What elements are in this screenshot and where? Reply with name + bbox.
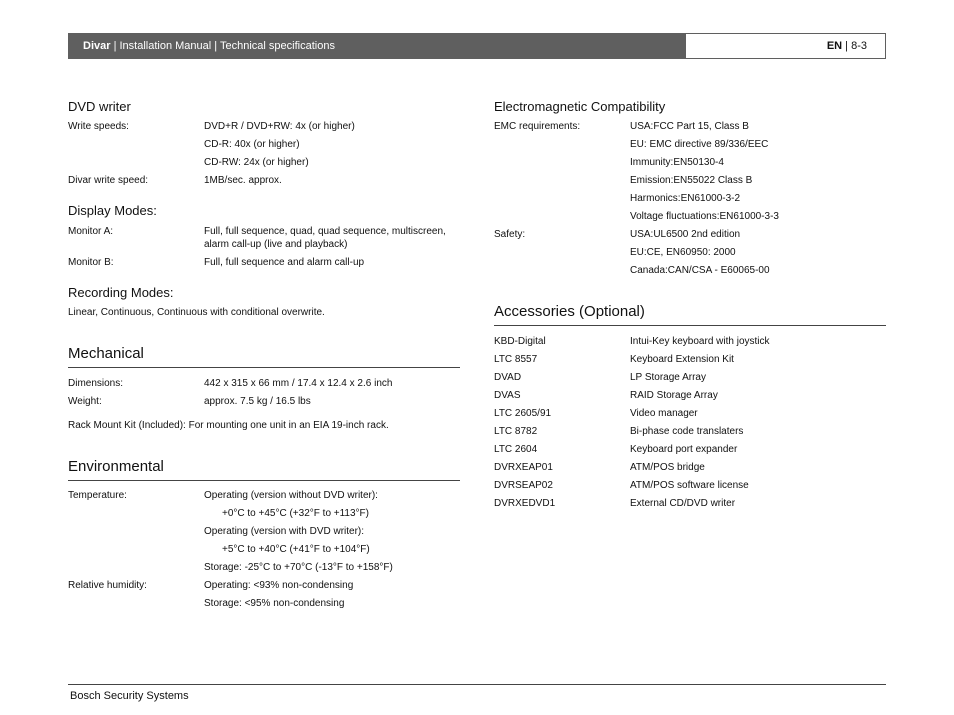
spec-label: Monitor A: (68, 226, 114, 237)
footer-company: Bosch Security Systems (70, 690, 189, 702)
accessory-part-number: LTC 8782 (494, 426, 538, 437)
spec-value: Operating (version without DVD writer): (204, 490, 378, 501)
language-code: EN (826, 40, 843, 52)
spec-value: Storage: <95% non-condensing (204, 598, 345, 609)
spec-label: Safety: (494, 229, 526, 240)
accessories-heading: Accessories (Optional) (494, 303, 645, 320)
spec-value: Full, full sequence and alarm call-up (204, 257, 365, 268)
emc-heading: Electromagnetic Compatibility (494, 99, 666, 114)
accessory-part-number: DVRXEAP01 (494, 462, 553, 473)
spec-label: Weight: (68, 396, 102, 407)
accessory-part-number: DVAD (494, 372, 522, 383)
environmental-heading: Environmental (68, 458, 164, 475)
accessory-description: Bi-phase code translaters (630, 426, 744, 437)
spec-value: EU: EMC directive 89/336/EEC (630, 139, 769, 150)
spec-value: Voltage fluctuations:EN61000-3-3 (630, 211, 779, 222)
spec-value: +0°C to +45°C (+32°F to +113°F) (222, 508, 369, 519)
accessory-part-number: LTC 2604 (494, 444, 538, 455)
spec-label: Relative humidity: (68, 580, 147, 591)
rack-mount-text: Rack Mount Kit (Included): For mounting one unit in an EIA 19-inch rack. (68, 420, 389, 431)
spec-value: Immunity:EN50130-4 (630, 157, 724, 168)
mechanical-heading: Mechanical (68, 345, 144, 362)
section-divider (68, 367, 460, 368)
spec-label: Temperature: (68, 490, 127, 501)
brand-name: Divar (83, 40, 111, 52)
doc-title: | Installation Manual | Technical specifications (110, 40, 335, 52)
spec-label: Write speeds: (68, 121, 129, 132)
spec-value: Operating: <93% non-condensing (204, 580, 354, 591)
spec-value: DVD+R / DVD+RW: 4x (or higher) (204, 121, 355, 132)
accessory-part-number: KBD-Digital (494, 336, 546, 347)
spec-value: Emission:EN55022 Class B (630, 175, 753, 186)
spec-label: Monitor B: (68, 257, 114, 268)
page-number: | 8-3 (842, 40, 867, 52)
spec-value: Storage: -25°C to +70°C (-13°F to +158°F) (204, 562, 393, 573)
spec-label: Dimensions: (68, 378, 124, 389)
accessory-description: ATM/POS software license (630, 480, 749, 491)
spec-label: EMC requirements: (494, 121, 581, 132)
spec-value: approx. 7.5 kg / 16.5 lbs (204, 396, 311, 407)
section-divider (68, 480, 460, 481)
accessory-part-number: LTC 2605/91 (494, 408, 552, 419)
accessory-description: Video manager (630, 408, 698, 419)
spec-value: USA:FCC Part 15, Class B (630, 121, 749, 132)
accessory-part-number: DVAS (494, 390, 521, 401)
accessory-description: Keyboard Extension Kit (630, 354, 734, 365)
recording-modes-heading: Recording Modes: (68, 285, 174, 300)
accessory-part-number: DVRSEAP02 (494, 480, 553, 491)
accessory-description: Intui-Key keyboard with joystick (630, 336, 770, 347)
dvd-writer-heading: DVD writer (68, 99, 131, 114)
spec-value: 442 x 315 x 66 mm / 17.4 x 12.4 x 2.6 inch (204, 378, 393, 389)
spec-value: Operating (version with DVD writer): (204, 526, 365, 537)
section-divider (494, 325, 886, 326)
spec-value: Full, full sequence, quad, quad sequence, multiscreen, (204, 226, 446, 237)
accessory-description: External CD/DVD writer (630, 498, 736, 509)
accessory-description: RAID Storage Array (630, 390, 718, 401)
accessory-description: ATM/POS bridge (630, 462, 705, 473)
accessory-description: LP Storage Array (630, 372, 706, 383)
recording-modes-text: Linear, Continuous, Continuous with conditional overwrite. (68, 307, 325, 318)
spec-value: Canada:CAN/CSA - E60065-00 (630, 265, 770, 276)
spec-value: EU:CE, EN60950: 2000 (630, 247, 736, 258)
spec-value: USA:UL6500 2nd edition (630, 229, 741, 240)
accessory-part-number: DVRXEDVD1 (494, 498, 556, 509)
spec-value: +5°C to +40°C (+41°F to +104°F) (222, 544, 370, 555)
spec-value: CD-RW: 24x (or higher) (204, 157, 309, 168)
page-header (68, 33, 886, 59)
header-title-bar (68, 33, 686, 59)
footer-divider (68, 684, 886, 685)
accessory-part-number: LTC 8557 (494, 354, 538, 365)
header-page-box (686, 33, 886, 59)
accessory-description: Keyboard port expander (630, 444, 738, 455)
spec-value: CD-R: 40x (or higher) (204, 139, 300, 150)
spec-value: 1MB/sec. approx. (204, 175, 282, 186)
display-modes-heading: Display Modes: (68, 203, 157, 218)
spec-value: Harmonics:EN61000-3-2 (630, 193, 741, 204)
spec-label: Divar write speed: (68, 175, 149, 186)
spec-value: alarm call-up (live and playback) (204, 239, 348, 250)
